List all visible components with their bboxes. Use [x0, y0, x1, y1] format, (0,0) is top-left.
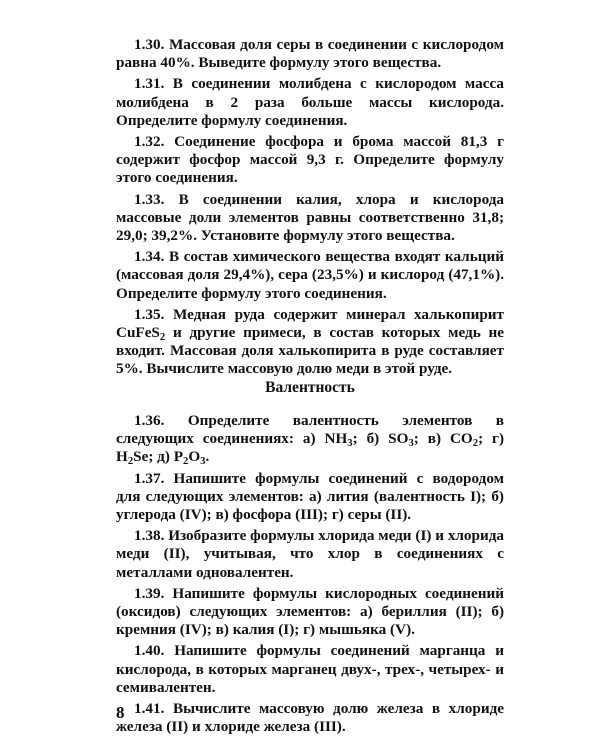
problem-1-40: 1.40. Напишите формулы соединений марганца и кислорода, в которых марганец двух-, трех-, четырех- и семивалентен. — [116, 642, 504, 696]
problem-1-39: 1.39. Напишите формулы кислородных соединений (оксидов) следующих элементов: а) бериллия (II); б) кремния (IV); в) калия (I); г) мышьяка (V). — [116, 584, 504, 639]
problem-1-33: 1.33. В соединении калия, хлора и кислорода массовые доли элементов равны соответственно 31,8; 29,0; 39,2%. Установите формулу этого вещества. — [116, 190, 505, 245]
problems-section-1 — [116, 36, 504, 382]
section-heading: Валентность — [265, 379, 355, 396]
problem-1-38: 1.38. Изобразите формулы хлорида меди (I) и хлорида меди (II), учитывая, что хлор в соединениях с металлами одновалентен. — [116, 527, 504, 581]
problems-section-2 — [116, 412, 504, 739]
problem-1-32: 1.32. Соединение фосфора и брома массой 81,3 г содержит фосфор массой 9,3 г. Определите формулу этого соединения. — [116, 133, 505, 187]
problem-1-35: 1.35. Медная руда содержит минерал халькопирит CuFeS$_2$ и другие примеси, в состав которых медь не входит. Массовая доля халькопирита в руде составляет 5%. Вычислите массовую долю меди в этой руде. — [116, 305, 505, 378]
problem-1-41: 1.41. Вычислите массовую долю железа в хлориде железа (II) и хлориде железа (III). — [116, 700, 504, 736]
page-number: 8 — [116, 703, 125, 722]
problem-1-36: 1.36. Определите валентность элементов в следующих соединениях: а) $NH_3$; б) $SO_3$; в) $CO_2$; г) $H_2Se$; д) $P_2O_3$. — [116, 412, 505, 468]
problem-1-34: 1.34. В состав химического вещества входят кальций (массовая доля 29,4%), сера (23,5%) и кислород (47,1%). Определите формулу этого соединения. — [116, 248, 504, 302]
problem-1-30: 1.30. Массовая доля серы в соединении с кислородом равна 40%. Выведите формулу этого вещества. — [116, 36, 504, 72]
problem-1-31: 1.31. В соединении молибдена с кислородом масса молибдена в 2 раза больше массы кислорода. Определите формулу соединения. — [116, 75, 504, 129]
problem-1-37: 1.37. Напишите формулы соединений с водородом для следующих элементов: а) лития (валентность I); б) углерода (IV); в) фосфора (III); г) серы (II). — [116, 469, 504, 524]
